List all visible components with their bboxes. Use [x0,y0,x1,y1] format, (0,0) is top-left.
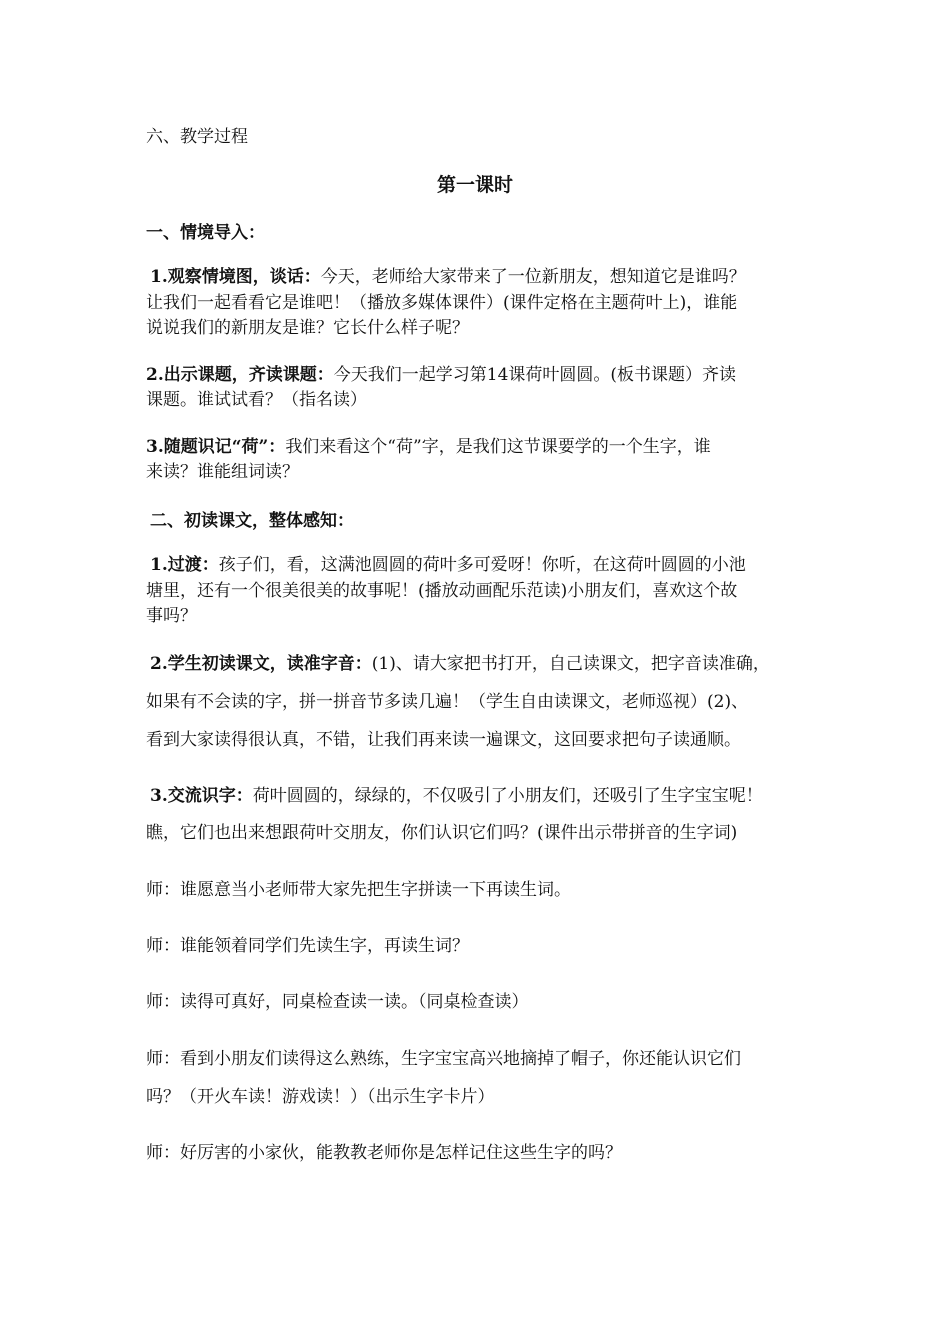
teacher-line-5: 吗？（开火车读！游戏读！）（出示生字卡片） [146,1087,495,1107]
part1-p1-line3: 说说我们的新朋友是谁？它长什么样子呢？ [146,318,469,338]
part1-p3-bold: 3.随题识记“荷”： [146,437,286,457]
part2-p3-line2: 瞧，它们也出来想跟荷叶交朋友，你们认识它们吗？(课件出示带拼音的生字词) [146,823,738,843]
part2-p1-line1 [150,554,820,576]
teacher-line-2: 师：谁能领着同学们先读生字，再读生词？ [146,936,469,956]
part1-p1-text1: 今天，老师给大家带来了一位新朋友，想知道它是谁吗？ [320,267,746,287]
part1-p2-line2: 课题。谁试试看？（指名读） [146,390,367,410]
part2-p1-line2: 塘里，还有一个很美很美的故事呢！(播放动画配乐范读)小朋友们，喜欢这个故 [146,581,738,601]
teacher-line-6: 师：好厉害的小家伙，能教教老师你是怎样记住这些生字的吗？ [146,1143,622,1163]
part1-p3-text1: 我们来看这个“荷”字，是我们这节课要学的一个生字，谁 [285,437,711,457]
part1-p2-text1: 今天我们一起学习第14课荷叶圆圆。(板书课题）齐读 [333,365,737,385]
part2-p3-text1: 荷叶圆圆的，绿绿的，不仅吸引了小朋友们，还吸引了生字宝宝呢！ [252,786,763,806]
part1-p2-line1 [146,364,816,386]
part1-heading: 一、情境导入： [146,223,265,243]
lesson-title: 第一课时 [436,174,513,196]
part2-p3-line1 [150,785,820,807]
part2-p1-bold: 1.过渡： [150,555,219,575]
part2-heading: 二、初读课文，整体感知： [150,511,354,531]
section-heading: 六、教学过程 [146,127,248,147]
part2-p1-text1: 孩子们，看，这满池圆圆的荷叶多可爱呀！你听，在这荷叶圆圆的小池 [218,555,746,575]
part2-p2-line2: 如果有不会读的字，拼一拼音节多读几遍！（学生自由读课文，老师巡视）(2)、 [146,692,749,712]
part1-p1-line2: 让我们一起看看它是谁吧！（播放多媒体课件）(课件定格在主题荷叶上)，谁能 [146,293,738,313]
part2-p1-line3: 事吗？ [146,606,197,626]
part2-p2-line3: 看到大家读得很认真，不错，让我们再来读一遍课文，这回要求把句子读通顺。 [146,730,741,750]
part1-p1-line1 [150,266,820,288]
teacher-line-4: 师：看到小朋友们读得这么熟练，生字宝宝高兴地摘掉了帽子，你还能认识它们 [146,1049,741,1069]
part1-p1-bold: 1.观察情境图，谈话： [150,267,321,287]
part2-p2-text1: (1)、请大家把书打开，自己读课文，把字音读准确， [371,654,770,674]
teacher-line-1: 师：谁愿意当小老师带大家先把生字拼读一下再读生词。 [146,880,571,900]
part1-p3-line1 [146,436,816,458]
part1-p2-bold: 2.出示课题，齐读课题： [146,365,334,385]
part1-p3-line2: 来读？谁能组词读？ [146,462,299,482]
part2-p2-bold: 2.学生初读课文，读准字音： [150,654,372,674]
part2-p3-bold: 3.交流识字： [150,786,253,806]
teacher-line-3: 师：读得可真好，同桌检查读一读。（同桌检查读） [146,992,529,1012]
part2-p2-line1 [150,653,820,675]
